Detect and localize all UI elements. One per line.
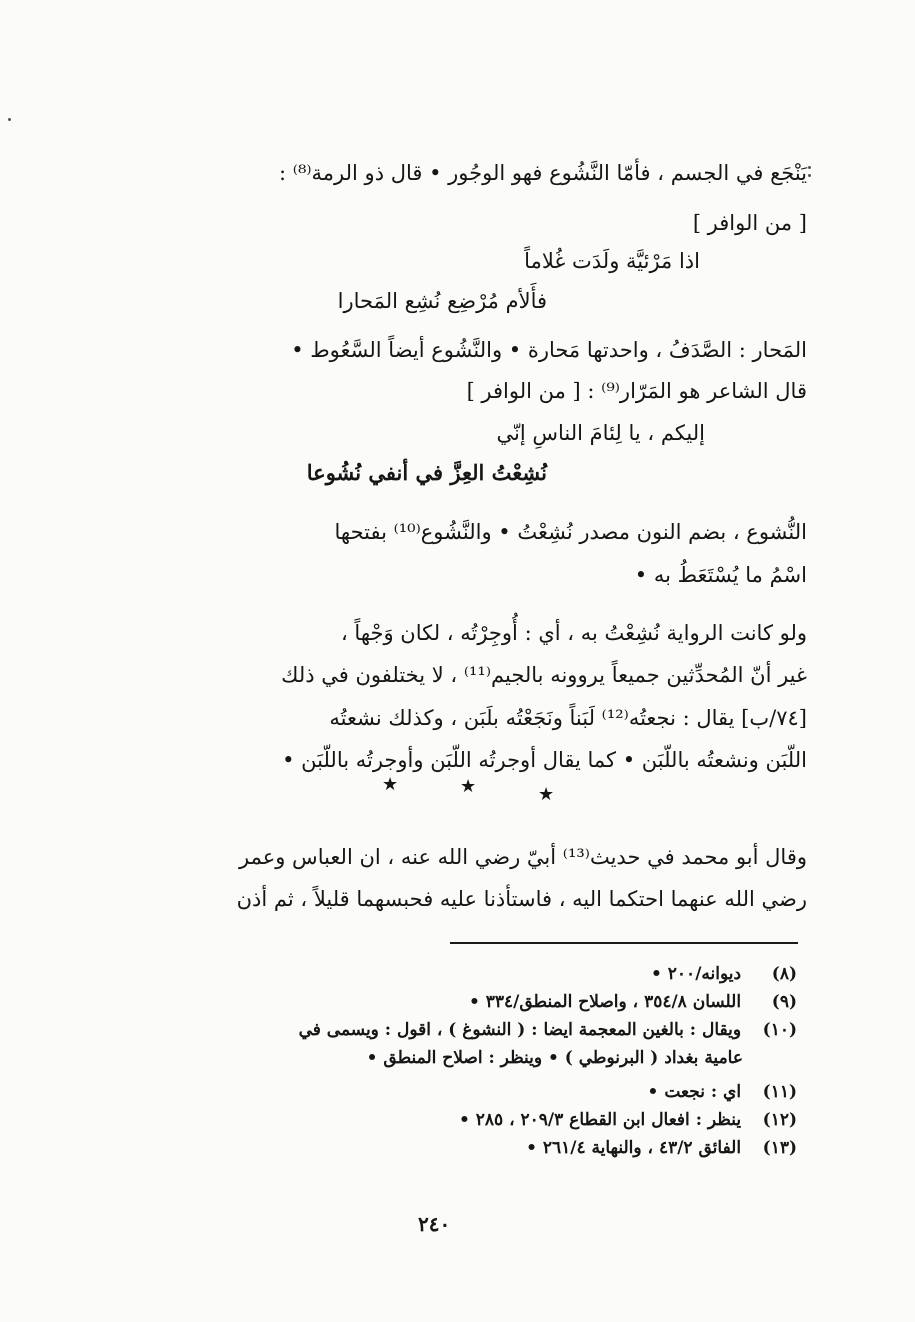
star-icon: ★ — [382, 774, 399, 795]
body-line: المَحار : الصَّدَفُ ، واحدتها مَحارة • والنَّشُوع أيضاً السَّعُوط • — [291, 338, 807, 362]
star-icon: ★ — [460, 776, 477, 797]
body-line: يَنْجَع في الجسم ، فأمّا النَّشُوع فهو الوجُور • قال ذو الرمة⁽⁸⁾ : — [279, 161, 807, 185]
scan-speck — [808, 166, 811, 169]
footnote-number: (١٢) — [762, 1110, 797, 1130]
footnote — [299, 1018, 797, 1042]
body-line: رضي الله عنهما احتكما اليه ، فاستأذنا عليه فحبسهما قليلاً ، ثم أذن — [236, 887, 807, 911]
body-line: [٧٤/ب] يقال : نجعتُه⁽¹²⁾ لَبَناً ونَجَعْتُه بلَبَن ، وكذلك نشعتُه — [329, 706, 807, 730]
footnote-text: ينظر : افعال ابن القطاع ٢٠٩/٣ ، ٢٨٥ • — [459, 1110, 742, 1130]
footnote-text: عامية بغداد ( البرنوطي ) • وينظر : اصلاح المنطق • — [366, 1048, 743, 1068]
section-divider — [360, 774, 580, 805]
body-line: ولو كانت الرواية نُشِعْتُ به ، أي : أُوجِرْتُه ، لكان وَجْهاً ، — [340, 621, 807, 645]
footnote-text: ويقال : بالغين المعجمة ايضا : ( النشوغ ) ، اقول : ويسمى في — [298, 1020, 742, 1040]
verse-line: اذا مَرْئيَّة ولَدَت غُلاماً — [524, 249, 700, 273]
body-line: اللّبَن ونشعتُه باللّبَن • كما يقال أوجرتُه اللّبَن وأوجرتُه باللّبَن • — [282, 748, 807, 772]
footnote — [526, 1136, 797, 1160]
body-line: قال الشاعر هو المَرّار⁽⁹⁾ : [ من الوافر ] — [466, 379, 807, 403]
verse-line: إليكم ، يا لِئامَ الناسِ إنّي — [496, 421, 705, 445]
footnote-continuation — [367, 1046, 743, 1070]
verse-line: فأَلأم مُرْضِع نُشِع المَحارا — [337, 289, 547, 313]
footnote — [459, 1108, 797, 1132]
footnote-text: اللسان ٣٥٤/٨ ، واصلاح المنطق/٣٣٤ • — [468, 992, 742, 1012]
meter-note: [ من الوافر ] — [692, 211, 807, 235]
footnote-number: (٩) — [771, 992, 797, 1012]
footnote-number: (٨) — [771, 964, 797, 984]
scan-speck — [8, 118, 11, 121]
body-line: وقال أبو محمد في حديث⁽¹³⁾ أبيّ رضي الله عنه ، ان العباس وعمر — [238, 845, 807, 869]
body-line: النُّشوع ، بضم النون مصدر نُشِعْتُ • والنَّشُوع⁽¹⁰⁾ بفتحها — [334, 520, 807, 544]
scan-speck — [808, 174, 811, 177]
body-line: اسْمُ ما يُسْتَعَطُ به • — [634, 563, 807, 587]
footnote-text: الفائق ٤٣/٢ ، والنهاية ٢٦١/٤ • — [526, 1138, 742, 1158]
footnote-number: (١١) — [762, 1082, 797, 1102]
footnote-number: (١٣) — [762, 1138, 797, 1158]
footnote-number: (١٠) — [762, 1020, 797, 1040]
footnote-text: اي : نجعت • — [647, 1082, 742, 1102]
footnote-text: ديوانه/٢٠٠ • — [651, 964, 742, 984]
footnote — [469, 990, 797, 1014]
star-icon: ★ — [538, 784, 555, 805]
verse-line: نُشِعْتُ العِزَّ في أنفي نُشُوعا — [306, 460, 547, 485]
footnote — [651, 962, 797, 986]
footnote — [648, 1080, 797, 1104]
footnote-divider — [450, 942, 798, 944]
page-number: ٢٤٠ — [418, 1212, 451, 1236]
body-line: غير أنّ المُحدِّثين جميعاً يروونه بالجيم⁽¹¹⁾ ، لا يختلفون في ذلك — [281, 663, 807, 687]
